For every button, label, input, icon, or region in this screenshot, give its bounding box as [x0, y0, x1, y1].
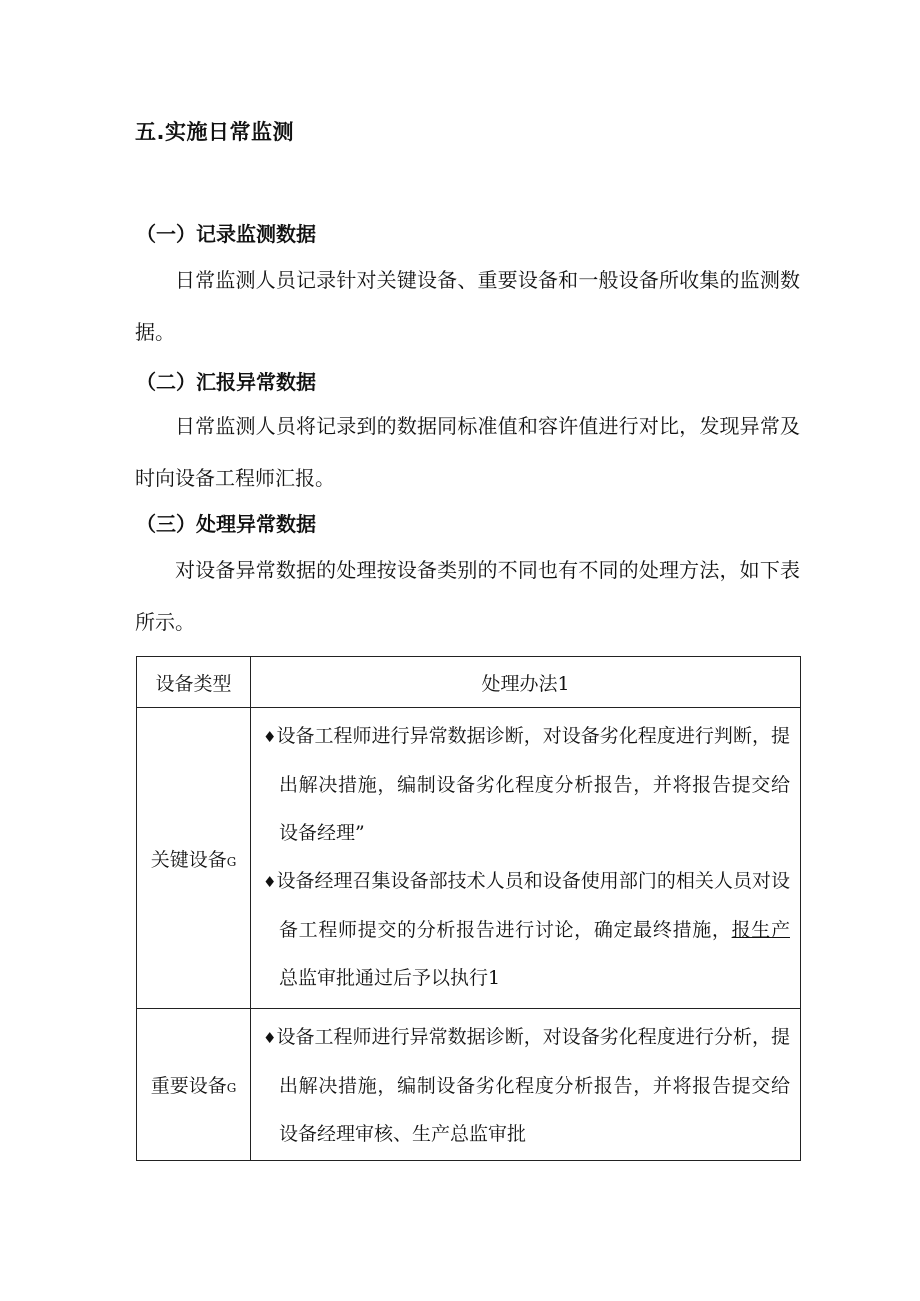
- method-item: [251, 857, 800, 1002]
- table-row-key-device: [137, 708, 801, 1009]
- subsection-heading-1: （一）记录监测数据: [136, 222, 316, 246]
- device-type-label: 关键设备: [150, 848, 227, 871]
- method-cell: [251, 1009, 801, 1161]
- processing-method-table: [136, 656, 801, 1161]
- header-device-type: 设备类型: [137, 657, 251, 708]
- method-item: [251, 712, 800, 857]
- section-title: 五.实施日常监测: [135, 120, 294, 144]
- header-processing-method: 处理办法1: [251, 657, 801, 708]
- device-type-cell: [137, 708, 251, 1009]
- device-type-mark: G: [226, 1081, 237, 1095]
- diamond-bullet-icon: ♦: [263, 728, 277, 746]
- subsection-heading-3: （三）处理异常数据: [136, 512, 316, 536]
- method-item-text: 设备工程师进行异常数据诊断，对设备劣化程度进行分析，提出解决措施，编制设备劣化程度分析报告，并将报告提交给设备经理审核、生产总监审批: [276, 1026, 790, 1145]
- table-header-row: [137, 657, 801, 708]
- diamond-bullet-icon: ♦: [263, 873, 277, 891]
- method-item-text-tail: 总监审批通过后予以执行1: [279, 967, 501, 989]
- device-type-cell: [137, 1009, 251, 1161]
- method-item: [251, 1013, 800, 1158]
- subsection-heading-2: （二）汇报异常数据: [136, 370, 316, 394]
- table-row-important-device: [137, 1009, 801, 1161]
- device-type-label: 重要设备: [150, 1075, 227, 1097]
- subsection-body-1: 日常监测人员记录针对关键设备、重要设备和一般设备所收集的监测数据。: [135, 268, 800, 344]
- method-cell: [251, 708, 801, 1009]
- method-item-underlined-text: 报生产: [731, 919, 790, 941]
- method-item-text: 设备经理召集设备部技术人员和设备使用部门的相关人员对设备工程师提交的分析报告进行讨论，确定最终措施，: [276, 870, 790, 941]
- subsection-body-2: 日常监测人员将记录到的数据同标准值和容许值进行对比，发现异常及时向设备工程师汇报。: [135, 414, 800, 490]
- diamond-bullet-icon: ♦: [263, 1029, 277, 1047]
- device-type-mark: G: [226, 854, 237, 869]
- subsection-body-3: 对设备异常数据的处理按设备类别的不同也有不同的处理方法，如下表所示。: [135, 558, 800, 634]
- method-item-text: 设备工程师进行异常数据诊断，对设备劣化程度进行判断，提出解决措施，编制设备劣化程度分析报告，并将报告提交给设备经理”: [276, 725, 790, 844]
